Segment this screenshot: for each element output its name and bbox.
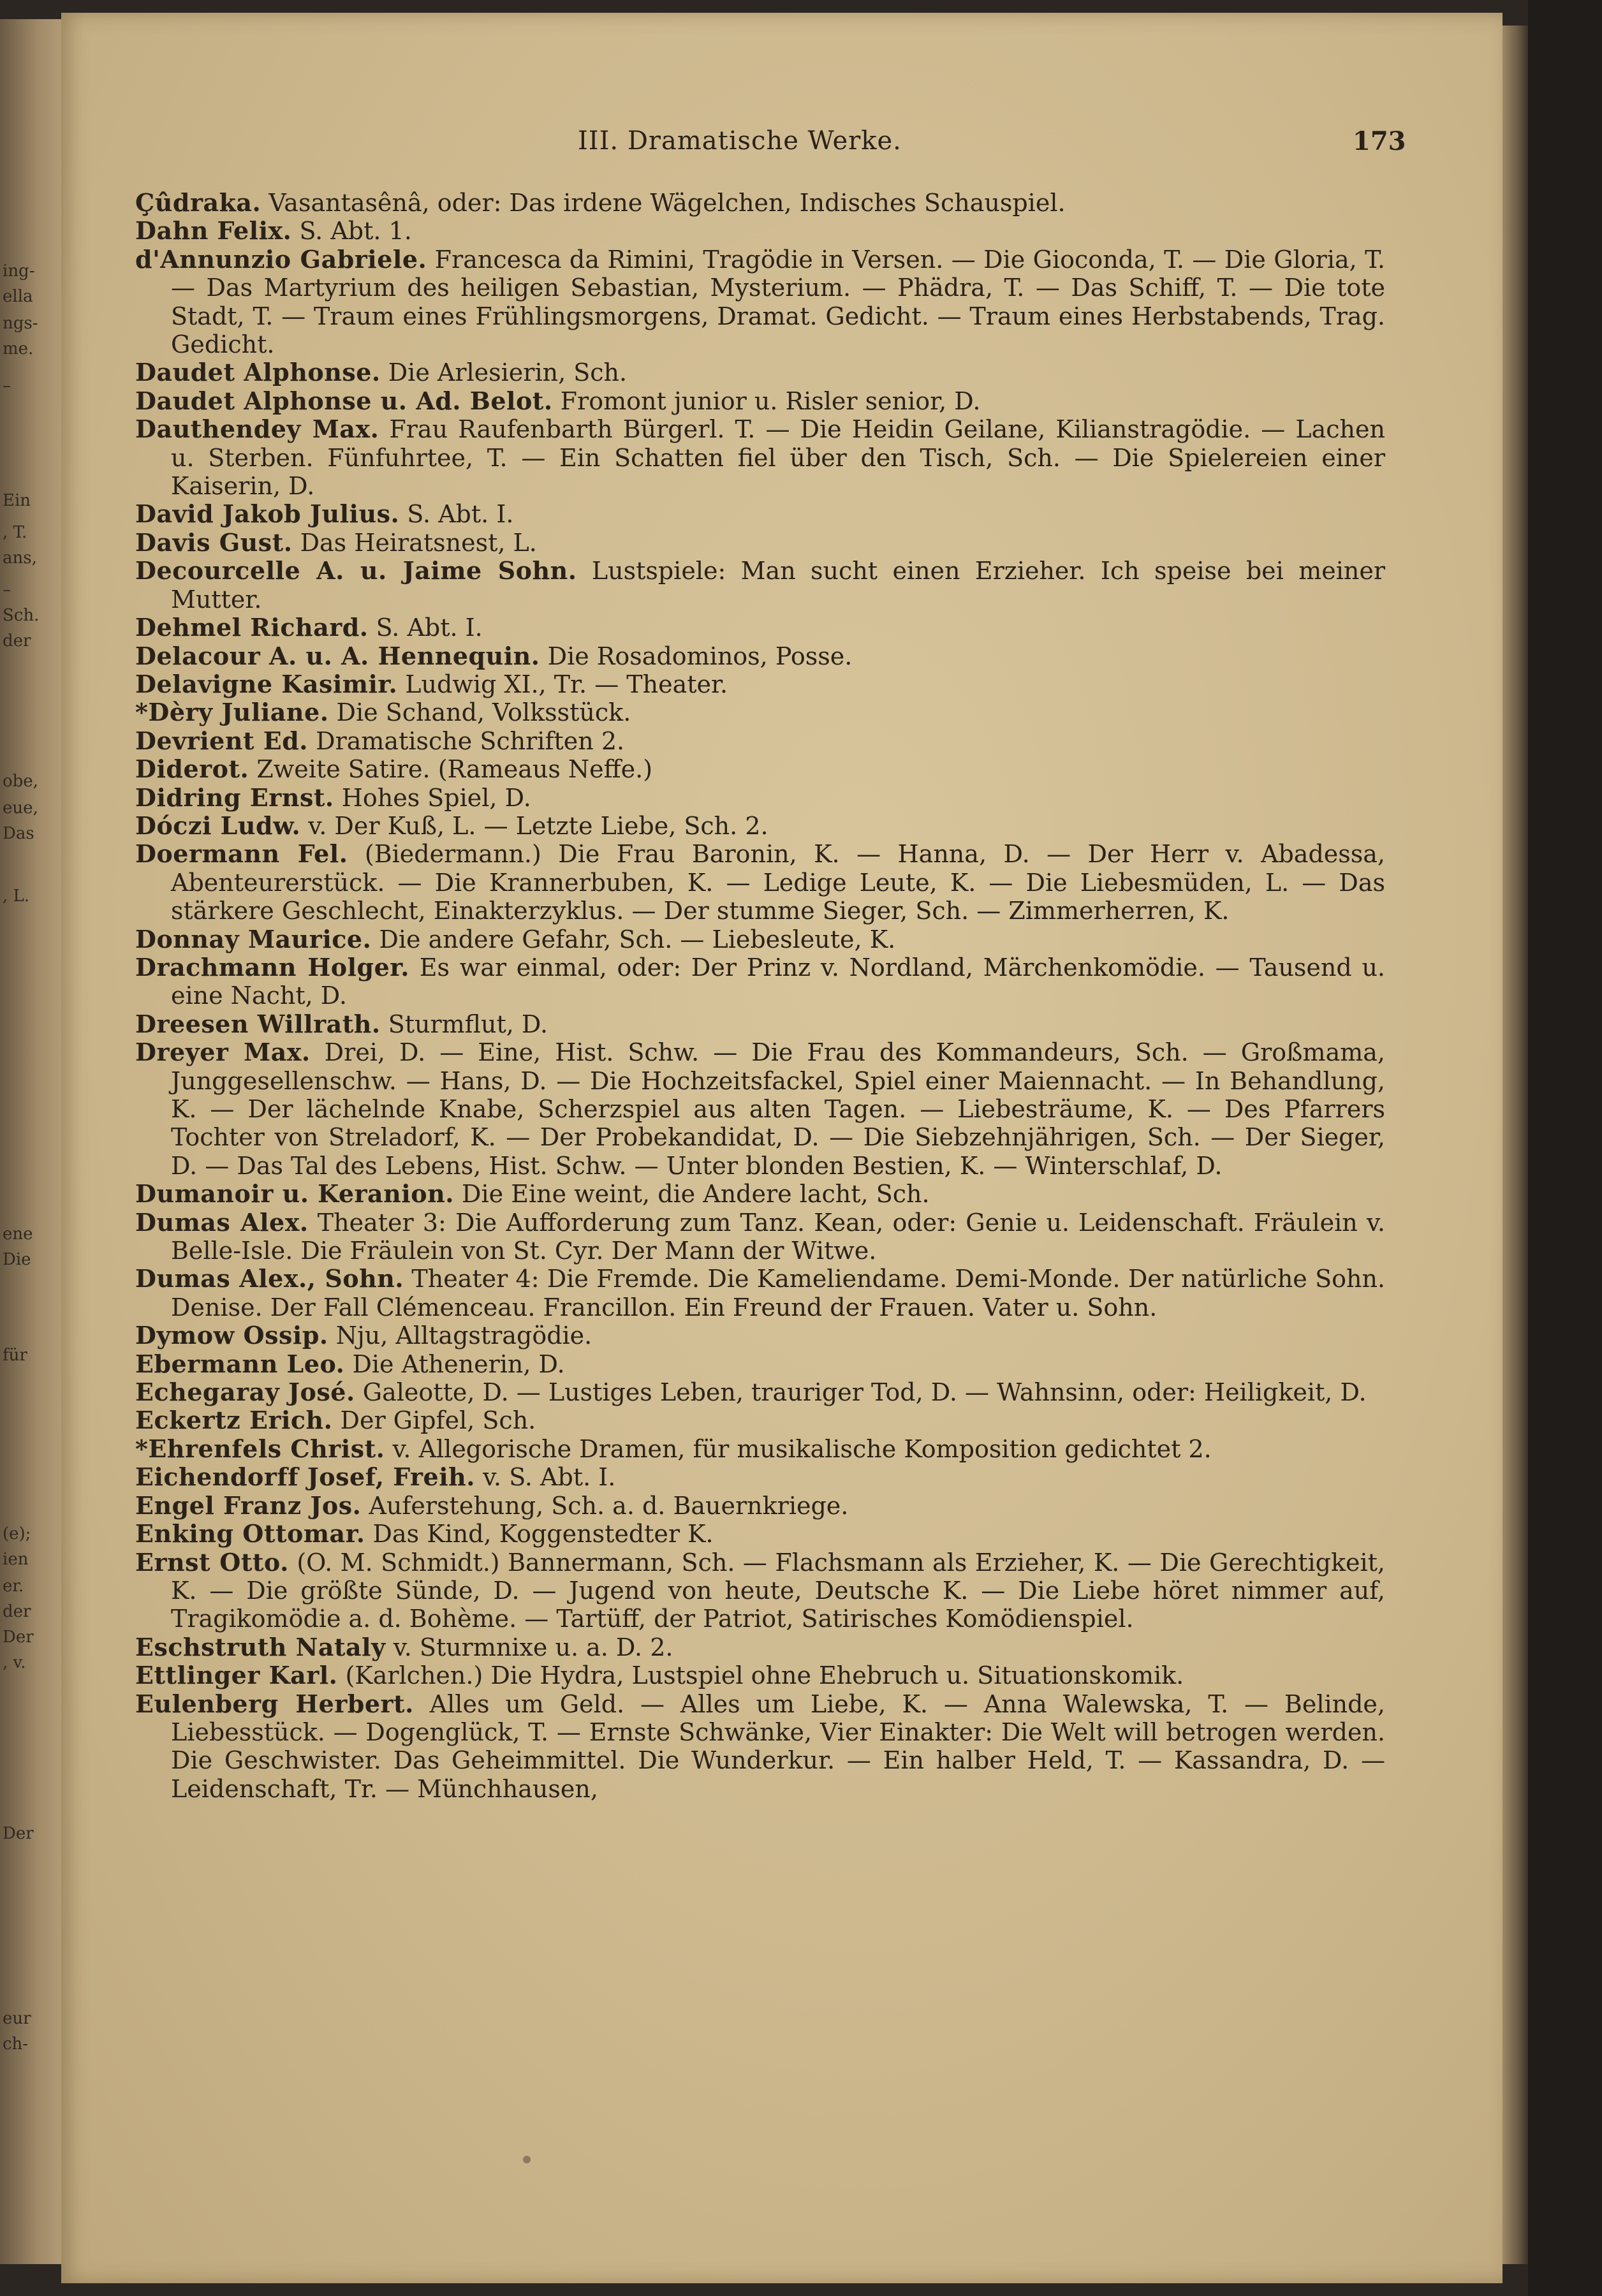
author-name: Çûdraka.: [135, 188, 261, 217]
margin-fragment: (e);: [3, 1524, 31, 1543]
margin-fragment: ing-: [3, 261, 35, 281]
list-item: [135, 1406, 1385, 1434]
works-text: Alles um Geld. — Alles um Liebe, K. — Anna Walewska, T. — Belinde, Liebesstück. — Dogenglück, T. — Ernste Schwänke, Vier Einakter: Die Welt will betrogen werden. Die Geschwister. Das Geheimmittel. Die Wunderkur. — Ein halber Held, T. — Kassandra, D. — Leidenschaft, Tr. — Münchhausen,: [171, 1689, 1385, 1803]
author-name: Davis Gust.: [135, 527, 293, 557]
list-item: [135, 1633, 1385, 1661]
list-item: [135, 358, 1385, 386]
works-text: S. Abt. I.: [399, 500, 514, 529]
list-item: [135, 784, 1385, 812]
author-name: Daudet Alphonse.: [135, 358, 381, 387]
margin-fragment: , v.: [3, 1653, 26, 1672]
author-name: *Ehrenfels Christ.: [135, 1434, 385, 1463]
list-item: [135, 1038, 1385, 1180]
author-name: Enking Ottomar.: [135, 1519, 365, 1549]
works-text: Zweite Satire. (Rameaus Neffe.): [249, 755, 653, 784]
list-item: [135, 1350, 1385, 1378]
author-name: Eschstruth Nataly: [135, 1632, 386, 1661]
works-text: (Karlchen.) Die Hydra, Lustspiel ohne Ehebruch u. Situationskomik.: [337, 1661, 1184, 1690]
margin-fragment: , L.: [3, 887, 30, 906]
works-text: Es war einmal, oder: Der Prinz v. Nordland, Märchenkomödie. — Tausend u. eine Nacht, D.: [171, 953, 1385, 1010]
margin-fragment: –: [3, 376, 11, 395]
margin-fragment: Ein: [3, 491, 31, 510]
margin-fragment: ella: [3, 287, 33, 306]
works-text: Das Kind, Koggenstedter K.: [365, 1520, 714, 1549]
works-text: Die Rosadominos, Posse.: [540, 642, 853, 670]
author-name: Didring Ernst.: [135, 783, 334, 812]
list-item: [135, 1180, 1385, 1208]
works-text: Theater 3: Die Aufforderung zum Tanz. Kean, oder: Genie u. Leidenschaft. Fräulein v. Belle-Isle. Die Fräulein von St. Cyr. Der Mann der Witwe.: [171, 1208, 1385, 1265]
list-item: [135, 557, 1385, 614]
works-text: Sturmflut, D.: [380, 1010, 548, 1038]
author-name: Diderot.: [135, 754, 249, 784]
author-name: Delacour A. u. A. Hennequin.: [135, 641, 540, 670]
margin-fragment: er.: [3, 1577, 24, 1596]
works-text: Galeotte, D. — Lustiges Leben, trauriger Tod, D. — Wahnsinn, oder: Heiligkeit, D.: [355, 1378, 1367, 1407]
margin-fragment: ngs-: [3, 314, 38, 333]
list-item: [135, 1549, 1385, 1633]
works-text: Ludwig XI., Tr. — Theater.: [397, 670, 728, 698]
ink-dot: [523, 2156, 531, 2163]
author-name: Decourcelle A. u. Jaime Sohn.: [135, 556, 577, 585]
bibliography-list: [135, 189, 1385, 1803]
works-text: Theater 4: Die Fremde. Die Kameliendame. Demi-Monde. Der natürliche Sohn. Denise. Der Fall Clémenceau. Francillon. Ein Freund der Frauen. Vater u. Sohn.: [171, 1265, 1386, 1321]
author-name: d'Annunzio Gabriele.: [135, 244, 427, 274]
book-cover-edge: [1528, 0, 1602, 2296]
list-item: [135, 642, 1385, 670]
margin-fragment: für: [3, 1346, 27, 1365]
margin-fragment: Der: [3, 1628, 34, 1647]
author-name: Daudet Alphonse u. Ad. Belot.: [135, 386, 553, 415]
works-text: v. Allegorische Dramen, für musikalische Komposition gedichtet 2.: [385, 1434, 1212, 1463]
margin-fragment: der: [3, 1602, 31, 1621]
list-item: [135, 189, 1385, 217]
author-name: Ebermann Leo.: [135, 1349, 345, 1378]
works-text: Lustspiele: Man sucht einen Erzieher. Ich speise bei meiner Mutter.: [171, 557, 1385, 614]
works-text: Die andere Gefahr, Sch. — Liebesleute, K.: [371, 925, 896, 953]
works-text: v. S. Abt. I.: [475, 1463, 616, 1492]
list-item: [135, 953, 1385, 1010]
works-text: S. Abt. I.: [368, 614, 483, 642]
works-text: Dramatische Schriften 2.: [308, 726, 625, 755]
margin-fragment: der: [3, 631, 31, 651]
author-name: Dahn Felix.: [135, 216, 292, 246]
margin-fragment: , T.: [3, 523, 27, 542]
works-text: Der Gipfel, Sch.: [332, 1406, 536, 1435]
works-text: Vasantasênâ, oder: Das irdene Wägelchen, Indisches Schauspiel.: [261, 189, 1066, 217]
margin-fragment: ans,: [3, 548, 37, 568]
list-item: [135, 1661, 1385, 1689]
author-name: Doermann Fel.: [135, 839, 348, 869]
list-item: [135, 387, 1385, 415]
author-name: Ernst Otto.: [135, 1547, 289, 1577]
works-text: Francesca da Rimini, Tragödie in Versen. — Die Gioconda, T. — Die Gloria, T. — Das Martyrium des heiligen Sebastian, Mysterium. — Phädra, T. — Das Schiff, T. — Die tote Stadt, T. — Traum eines Frühlingsmorgens, Dramat. Gedicht. — Traum eines Herbstabends, Trag. Gedicht.: [171, 245, 1385, 359]
author-name: Delavigne Kasimir.: [135, 669, 398, 698]
page-edge: [1503, 26, 1528, 2264]
works-text: Das Heiratsnest, L.: [292, 528, 537, 557]
list-item: [135, 614, 1385, 642]
author-name: Dóczi Ludw.: [135, 811, 301, 840]
author-name: Dehmel Richard.: [135, 613, 369, 642]
list-item: [135, 1492, 1385, 1520]
list-item: [135, 698, 1385, 726]
list-item: [135, 670, 1385, 698]
works-text: Die Schand, Volksstück.: [328, 698, 631, 727]
works-text: (O. M. Schmidt.) Bannermann, Sch. — Flachsmann als Erzieher, K. — Die Gerechtigkeit, K. — Die größte Sünde, D. — Jugend von heute, Deutsche K. — Die Liebe höret nimmer auf, Tragikomödie a. d. Bohème. — Tartüff, der Patriot, Satirisches Komödienspiel.: [171, 1548, 1385, 1633]
works-text: Auferstehung, Sch. a. d. Bauernkriege.: [361, 1491, 849, 1520]
margin-fragment: obe,: [3, 772, 38, 791]
author-name: Dymow Ossip.: [135, 1321, 328, 1350]
author-name: Dumas Alex., Sohn.: [135, 1264, 404, 1293]
list-item: [135, 1321, 1385, 1350]
list-item: [135, 1378, 1385, 1406]
list-item: [135, 217, 1385, 245]
works-text: Drei, D. — Eine, Hist. Schw. — Die Frau des Kommandeurs, Sch. — Großmama, Junggesellenschw. — Hans, D. — Die Hochzeitsfackel, Spiel einer Maiennacht. — In Behandlung, K. — Der lächelnde Knabe, Scherzspiel aus alten Tagen. — Liebesträume, K. — Des Pfarrers Tochter von Streladorf, K. — Der Probekandidat, D. — Die Siebzehnjährigen, Sch. — Der Sieger, D. — Das Tal des Lebens, Hist. Schw. — Unter blonden Bestien, K. — Winterschlaf, D.: [171, 1038, 1385, 1180]
author-name: Engel Franz Jos.: [135, 1490, 362, 1520]
works-text: Hohes Spiel, D.: [334, 783, 531, 812]
margin-fragment: –: [3, 580, 11, 600]
works-text: (Biedermann.) Die Frau Baronin, K. — Hanna, D. — Der Herr v. Abadessa, Abenteurerstück. — Die Krannerbuben, K. — Ledige Leute, K. — Die Liebesmüden, L. — Das stärkere Geschlecht, Einakterzyklus. — Der stumme Sieger, Sch. — Zimmerherren, K.: [171, 840, 1386, 925]
margin-fragment: Das: [3, 824, 34, 843]
list-item: [135, 727, 1385, 755]
works-text: v. Der Kuß, L. — Letzte Liebe, Sch. 2.: [300, 811, 768, 840]
author-name: Dreesen Willrath.: [135, 1009, 381, 1038]
author-name: Dreyer Max.: [135, 1038, 311, 1067]
author-name: Echegaray José.: [135, 1378, 355, 1407]
author-name: Ettlinger Karl.: [135, 1661, 338, 1690]
works-text: Frau Raufenbarth Bürgerl. T. — Die Heidin Geilane, Kilianstragödie. — Lachen u. Sterben. Fünfuhrtee, T. — Ein Schatten fiel über den Tisch, Sch. — Die Spielereien einer Kaiserin, D.: [171, 415, 1385, 501]
list-item: [135, 755, 1385, 783]
margin-fragment: Sch.: [3, 606, 40, 625]
list-item: [135, 1265, 1385, 1321]
margin-fragment: me.: [3, 339, 34, 358]
page-header: [61, 126, 1503, 165]
works-text: S. Abt. 1.: [291, 217, 412, 246]
author-name: Donnay Maurice.: [135, 924, 372, 953]
works-text: Die Eine weint, die Andere lacht, Sch.: [453, 1180, 930, 1209]
margin-fragment: eur: [3, 2009, 31, 2028]
author-name: David Jakob Julius.: [135, 499, 400, 529]
works-text: Die Athenerin, D.: [344, 1350, 565, 1378]
list-item: [135, 812, 1385, 840]
list-item: [135, 1463, 1385, 1491]
author-name: Dumas Alex.: [135, 1207, 309, 1237]
list-item: [135, 500, 1385, 528]
list-item: [135, 1520, 1385, 1548]
author-name: Eckertz Erich.: [135, 1406, 333, 1435]
author-name: *Dèry Juliane.: [135, 698, 329, 727]
author-name: Drachmann Holger.: [135, 952, 410, 982]
list-item: [135, 1690, 1385, 1804]
list-item: [135, 246, 1385, 359]
margin-fragment: eue,: [3, 798, 38, 818]
works-text: v. Sturmnixe u. a. D. 2.: [385, 1633, 673, 1661]
page-number: 173: [1353, 126, 1406, 156]
previous-page-edge: [0, 19, 64, 2264]
list-item: [135, 1209, 1385, 1265]
margin-fragment: ch-: [3, 2035, 29, 2054]
author-name: Dauthendey Max.: [135, 415, 379, 444]
author-name: Eichendorff Josef, Freih.: [135, 1462, 475, 1492]
list-item: [135, 840, 1385, 925]
margin-fragment: ene: [3, 1225, 33, 1244]
margin-fragment: ien: [3, 1550, 29, 1569]
works-text: Nju, Alltagstragödie.: [328, 1321, 592, 1350]
list-item: [135, 1010, 1385, 1038]
list-item: [135, 925, 1385, 953]
author-name: Dumanoir u. Keranion.: [135, 1179, 454, 1209]
author-name: Eulenberg Herbert.: [135, 1689, 414, 1718]
list-item: [135, 415, 1385, 500]
list-item: [135, 529, 1385, 557]
margin-fragment: Der: [3, 1824, 34, 1843]
works-text: Die Arlesierin, Sch.: [380, 358, 628, 387]
works-text: Fromont junior u. Risler senior, D.: [552, 386, 981, 415]
author-name: Devrient Ed.: [135, 726, 309, 755]
margin-fragment: Die: [3, 1250, 31, 1269]
running-title: III. Dramatische Werke.: [578, 126, 902, 156]
list-item: [135, 1435, 1385, 1463]
